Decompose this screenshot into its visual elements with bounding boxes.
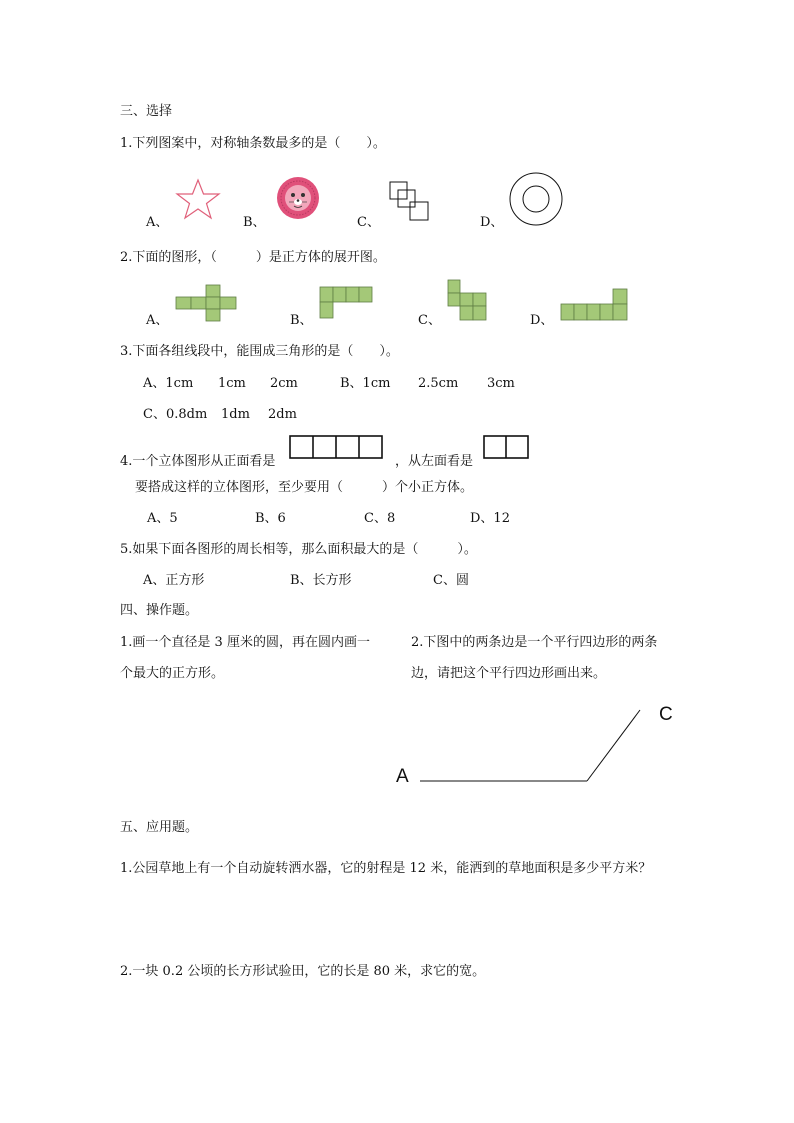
left-view-icon <box>482 434 530 460</box>
q4-text-front: 4.一个立体图形从正面看是 <box>120 454 276 469</box>
op-q1-line1: 1.画一个直径是 3 厘米的圆，再在圆内画一 <box>120 635 370 650</box>
side-c <box>587 710 640 781</box>
q2-option-d: D、 <box>530 313 554 328</box>
q2-option-a: A、 <box>146 313 169 328</box>
lion-face-icon <box>272 176 324 220</box>
parallelogram-sides-figure <box>390 700 690 795</box>
q4-option-d: D、12 <box>470 511 510 526</box>
q5-option-b: B、长方形 <box>290 573 352 588</box>
q2-option-b: B、 <box>290 313 313 328</box>
q3-c-v2: 1dm <box>221 407 250 422</box>
q3-a-v3: 2cm <box>270 376 298 391</box>
op-q2-line1: 2.下图中的两条边是一个平行四边形的两条 <box>411 635 658 650</box>
cube-net-c <box>446 278 490 324</box>
star-icon <box>172 178 224 222</box>
q5-option-c: C、圆 <box>433 573 469 588</box>
point-label-a: A <box>396 766 409 787</box>
concentric-circles-icon <box>506 170 566 228</box>
op-q2-line2: 边，请把这个平行四边形画出来。 <box>411 666 607 681</box>
op-q1-line2: 个最大的正方形。 <box>120 666 225 681</box>
point-label-c: C <box>659 704 673 725</box>
q4-text-left: ，从左面看是 <box>395 454 474 469</box>
q1-text: 1.下列图案中，对称轴条数最多的是（ ）。 <box>120 136 386 151</box>
q4-option-c: C、8 <box>364 511 396 526</box>
q5-text: 5.如果下面各图形的周长相等，那么面积最大的是（ ）。 <box>120 542 477 557</box>
q3-b-v2: 2.5cm <box>418 376 459 391</box>
cube-net-d <box>559 287 631 323</box>
q3-a-label: A、1cm <box>143 376 194 391</box>
front-view-icon <box>288 434 384 460</box>
section-4-heading: 四、操作题。 <box>120 603 199 618</box>
q1-option-d: D、 <box>480 215 504 230</box>
app-q2-text: 2.一块 0.2 公顷的长方形试验田，它的长是 80 米，求它的宽。 <box>120 964 486 979</box>
q1-option-c: C、 <box>357 215 380 230</box>
q2-option-c: C、 <box>418 313 441 328</box>
q1-option-a: A、 <box>146 215 169 230</box>
q4-option-b: B、6 <box>255 511 286 526</box>
q3-c-label: C、0.8dm <box>143 407 208 422</box>
q3-b-label: B、1cm <box>340 376 391 391</box>
q3-text: 3.下面各组线段中，能围成三角形的是（ ）。 <box>120 344 399 359</box>
q3-c-v3: 2dm <box>268 407 297 422</box>
q5-option-a: A、正方形 <box>143 573 205 588</box>
cube-net-a <box>174 283 240 323</box>
cube-net-b <box>318 285 376 321</box>
app-q1-text: 1.公园草地上有一个自动旋转洒水器，它的射程是 12 米，能洒到的草地面积是多少平方米？ <box>120 861 652 876</box>
q3-a-v2: 1cm <box>218 376 246 391</box>
section-3-heading: 三、选择 <box>120 104 173 119</box>
q1-option-b: B、 <box>243 215 266 230</box>
section-5-heading: 五、应用题。 <box>120 820 199 835</box>
q4-option-a: A、5 <box>147 511 178 526</box>
q2-text: 2.下面的图形，（ ）是正方体的展开图。 <box>120 250 386 265</box>
q3-b-v3: 3cm <box>487 376 515 391</box>
q4-line2: 要搭成这样的立体图形，至少要用（ ）个小正方体。 <box>135 480 474 495</box>
overlapping-squares-icon <box>388 180 434 226</box>
